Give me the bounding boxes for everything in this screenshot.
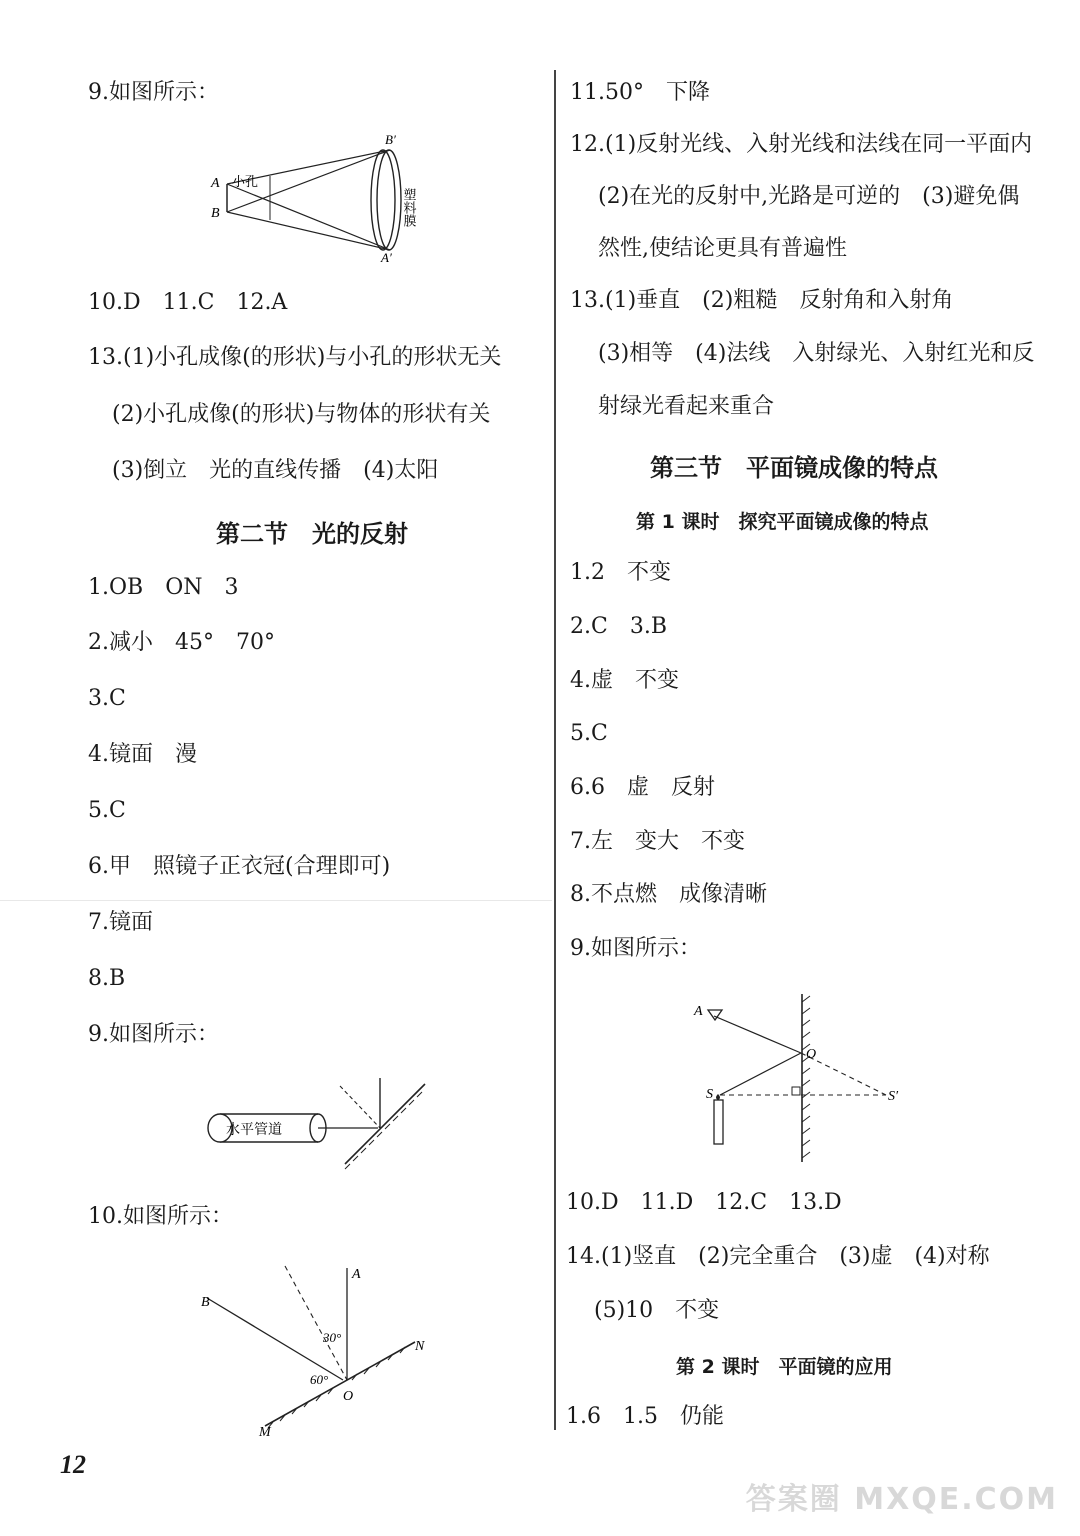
l1-answer-2: 2.C 3.B bbox=[570, 614, 667, 639]
l1-answer-1: 1.2 不变 bbox=[570, 560, 671, 585]
l1-answer-14a: 14.(1)竖直 (2)完全重合 (3)虚 (4)对称 bbox=[566, 1244, 990, 1269]
watermark: 答案圈 MXQE.COM bbox=[745, 1482, 1058, 1517]
s2-answer-8: 8.B bbox=[88, 966, 126, 991]
l2-answer-1: 1.6 1.5 仍能 bbox=[566, 1404, 724, 1429]
pinhole-label-hole: 小孔 bbox=[232, 175, 259, 190]
r-answer-12-1: 12.(1)反射光线、入射光线和法线在同一平面内 bbox=[570, 132, 1033, 157]
l1-answer-6: 6.6 虚 反射 bbox=[570, 775, 715, 800]
mirror-label-o: O bbox=[806, 1047, 817, 1062]
reflection-angle-diagram bbox=[195, 1258, 435, 1438]
reflect-label-a: A bbox=[352, 1267, 361, 1282]
section-2-title: 第二节 光的反射 bbox=[216, 520, 408, 548]
s2-answer-9: 9.如图所示： bbox=[88, 1022, 219, 1047]
l1-answer-10-13: 10.D 11.D 12.C 13.D bbox=[566, 1190, 842, 1215]
r-answer-13-1: 13.(1)垂直 (2)粗糙 反射角和入射角 bbox=[570, 288, 954, 313]
r-answer-13-2: (3)相等 (4)法线 入射绿光、入射红光和反 bbox=[598, 341, 1035, 366]
s2-answer-3: 3.C bbox=[88, 686, 126, 711]
reflect-label-60: 60° bbox=[310, 1372, 329, 1387]
plane-mirror-diagram bbox=[686, 990, 926, 1166]
l1-answer-7: 7.左 变大 不变 bbox=[570, 829, 745, 854]
answer-10-12: 10.D 11.C 12.A bbox=[88, 290, 288, 315]
reflect-label-n: N bbox=[415, 1339, 425, 1354]
pinhole-label-film: 塑料膜 bbox=[400, 188, 416, 227]
page-number: 12 bbox=[60, 1450, 86, 1479]
lesson-1-title: 第 1 课时 探究平面镜成像的特点 bbox=[636, 511, 929, 533]
reflect-label-30: 30° bbox=[323, 1330, 342, 1345]
answer-13-3: (3)倒立 光的直线传播 (4)太阳 bbox=[112, 458, 439, 483]
mirror-label-s-prime: S′ bbox=[888, 1089, 899, 1104]
l1-answer-8: 8.不点燃 成像清晰 bbox=[570, 882, 767, 907]
mirror-label-s: S bbox=[706, 1087, 713, 1102]
l1-answer-4: 4.虚 不变 bbox=[570, 668, 679, 693]
l1-answer-9: 9.如图所示： bbox=[570, 936, 701, 961]
pinhole-diagram bbox=[205, 128, 445, 268]
l1-answer-14b: (5)10 不变 bbox=[594, 1298, 720, 1323]
r-answer-12-2: (2)在光的反射中,光路是可逆的 (3)避免偶 bbox=[598, 184, 1020, 209]
s2-answer-4: 4.镜面 漫 bbox=[88, 742, 197, 767]
reflect-label-o: O bbox=[343, 1389, 354, 1404]
answer-13-2: (2)小孔成像(的形状)与物体的形状有关 bbox=[112, 402, 491, 427]
s2-answer-5: 5.C bbox=[88, 798, 126, 823]
section-3-title: 第三节 平面镜成像的特点 bbox=[650, 454, 938, 482]
s2-answer-6: 6.甲 照镜子正衣冠(合理即可) bbox=[88, 854, 391, 879]
right-column bbox=[556, 0, 1080, 1536]
answer-13-1: 13.(1)小孔成像(的形状)与小孔的形状无关 bbox=[88, 345, 502, 370]
pipe-mirror-diagram bbox=[200, 1072, 440, 1172]
l1-answer-5: 5.C bbox=[570, 721, 608, 746]
pinhole-label-b-prime: B′ bbox=[385, 132, 396, 147]
s2-answer-1: 1.OB ON 3 bbox=[88, 575, 239, 600]
reflect-label-m: M bbox=[259, 1425, 271, 1438]
pinhole-label-b: B bbox=[211, 206, 220, 221]
r-answer-12-3: 然性,使结论更具有普遍性 bbox=[598, 236, 847, 261]
answer-9-pinhole: 9.如图所示： bbox=[88, 80, 219, 105]
pipe-label: 水平管道 bbox=[226, 1122, 282, 1138]
s2-answer-7: 7.镜面 bbox=[88, 910, 153, 935]
s2-answer-2: 2.减小 45° 70° bbox=[88, 630, 275, 655]
r-answer-13-3: 射绿光看起来重合 bbox=[598, 394, 775, 419]
reflect-label-b: B bbox=[201, 1295, 210, 1310]
lesson-2-title: 第 2 课时 平面镜的应用 bbox=[676, 1356, 893, 1378]
pinhole-label-a-prime: A′ bbox=[381, 250, 392, 265]
s2-answer-10: 10.如图所示： bbox=[88, 1204, 233, 1229]
faint-rule bbox=[0, 900, 552, 901]
mirror-label-a: A bbox=[694, 1004, 703, 1019]
pinhole-label-a: A bbox=[211, 176, 220, 191]
r-answer-11: 11.50° 下降 bbox=[570, 80, 710, 105]
